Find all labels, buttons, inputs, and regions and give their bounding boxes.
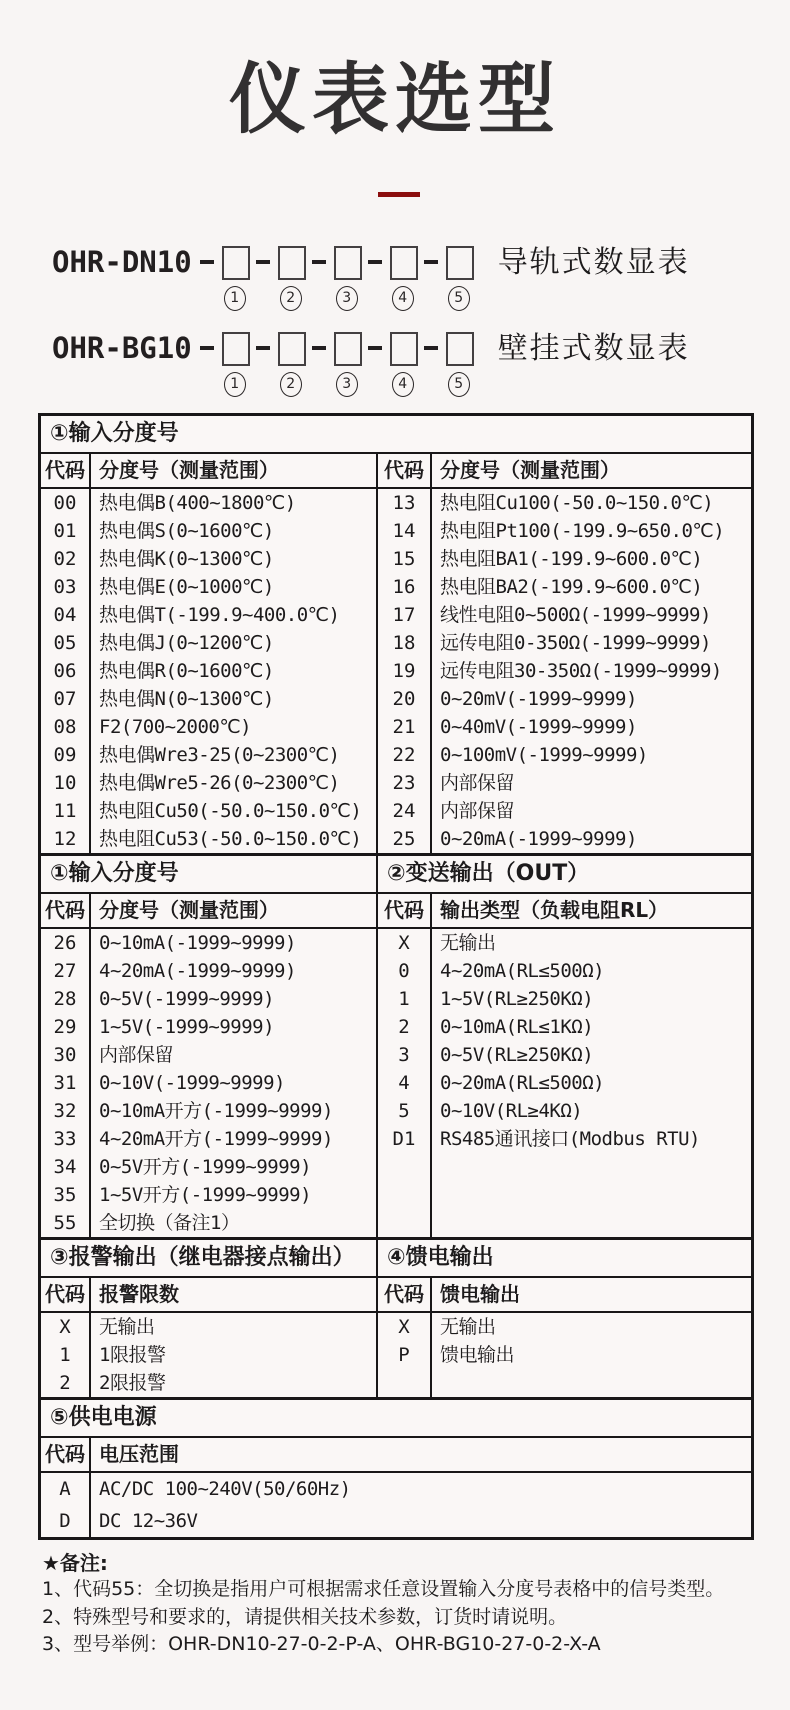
description-cell: 0~40mV(-1999~9999): [440, 716, 637, 738]
circled-number: 1: [224, 286, 246, 311]
code-cell: 19: [378, 657, 432, 685]
table-row: [378, 1097, 751, 1125]
description-cell: 1~5V(-1999~9999): [99, 1016, 275, 1038]
description-cell: 热电偶T(-199.9~400.0℃): [99, 604, 340, 626]
code-cell: 20: [378, 685, 432, 713]
table-row: [41, 1069, 376, 1097]
code-cell: D: [41, 1505, 91, 1537]
code-cell: 09: [41, 741, 91, 769]
table-row: [41, 1313, 376, 1341]
column-header-row: [41, 454, 376, 489]
table-row: [41, 489, 376, 517]
description-cell: 热电阻Cu53(-50.0~150.0℃): [99, 828, 362, 850]
description-cell: 热电偶J(0~1200℃): [99, 632, 274, 654]
table-row: [41, 1153, 376, 1181]
code-cell: A: [41, 1473, 91, 1505]
dash-separator: [424, 346, 438, 350]
table-row: [41, 685, 376, 713]
description-cell: 热电阻Cu50(-50.0~150.0℃): [99, 800, 362, 822]
description-cell: 1限报警: [99, 1344, 166, 1366]
option-box: [222, 246, 250, 280]
table-row: [41, 1097, 376, 1125]
description-cell: 热电阻Cu100(-50.0~150.0℃): [440, 492, 714, 514]
code-cell: 14: [378, 517, 432, 545]
column-header-row: [41, 1278, 376, 1313]
description-cell: 馈电输出: [440, 1344, 515, 1366]
column-header: 代码: [41, 454, 91, 487]
column-header-row: [378, 454, 751, 489]
section-input-division-1: [41, 416, 751, 856]
description-cell: 0~10V(RL≥4KΩ): [440, 1100, 583, 1122]
description-cell: 热电偶Wre3-25(0~2300℃): [99, 744, 340, 766]
description-cell: RS485通讯接口(Modbus RTU): [440, 1128, 700, 1150]
model-type-label: 壁挂式数显表: [497, 331, 690, 366]
section-alarm-and-feed-output: [41, 1240, 751, 1400]
code-cell: 10: [41, 769, 91, 797]
code-cell: 5: [378, 1097, 432, 1125]
description-cell: 热电阻BA1(-199.9~600.0℃): [440, 548, 703, 570]
circled-number: 4: [392, 286, 414, 311]
column-header: 代码: [41, 1438, 91, 1471]
description-cell: 1~5V开方(-1999~9999): [99, 1184, 312, 1206]
table-row: [41, 517, 376, 545]
code-cell: 34: [41, 1153, 91, 1181]
description-cell: 2限报警: [99, 1372, 166, 1394]
table-row: [41, 1013, 376, 1041]
section-title: ③报警输出（继电器接点输出）: [41, 1240, 376, 1278]
code-cell: 22: [378, 741, 432, 769]
code-cell: 1: [41, 1341, 91, 1369]
table-row: [378, 1013, 751, 1041]
code-cell: 16: [378, 573, 432, 601]
code-cell: 25: [378, 825, 432, 853]
circled-number: 5: [448, 372, 470, 397]
table-row: [41, 1125, 376, 1153]
code-cell: 23: [378, 769, 432, 797]
description-cell: 4~20mA(-1999~9999): [99, 960, 296, 982]
description-cell: 热电阻BA2(-199.9~600.0℃): [440, 576, 703, 598]
column-header: 输出类型（负载电阻RL）: [440, 898, 669, 922]
table-row: [378, 629, 751, 657]
dash-separator: [312, 260, 326, 264]
empty-filler: [378, 1153, 751, 1237]
column-header: 代码: [378, 894, 432, 927]
table-row: [378, 545, 751, 573]
table-row: [41, 741, 376, 769]
code-cell: 05: [41, 629, 91, 657]
code-cell: X: [378, 929, 432, 957]
table-row: [378, 1313, 751, 1341]
model-diagram-dn10: [52, 246, 690, 318]
column-header: 代码: [378, 1278, 432, 1311]
code-cell: 26: [41, 929, 91, 957]
note-item: 2、特殊型号和要求的，请提供相关技术参数，订货时请说明。: [42, 1605, 568, 1628]
column-header-row: [41, 894, 376, 929]
dash-separator: [312, 346, 326, 350]
column-header: 分度号（测量范围）: [99, 458, 279, 482]
description-cell: 热电偶S(0~1600℃): [99, 520, 274, 542]
note-item: 3、型号举例：OHR-DN10-27-0-2-P-A、OHR-BG10-27-0-2-X-A: [42, 1633, 601, 1655]
table-row: [378, 929, 751, 957]
code-cell: 33: [41, 1125, 91, 1153]
table-row: [41, 573, 376, 601]
description-cell: 0~5V开方(-1999~9999): [99, 1156, 312, 1178]
code-cell: 3: [378, 1041, 432, 1069]
circled-number: 2: [280, 286, 302, 311]
model-prefix: OHR-BG10: [52, 331, 192, 365]
table-row: [41, 797, 376, 825]
table-row: [41, 1209, 376, 1237]
code-cell: 08: [41, 713, 91, 741]
description-cell: 热电偶N(0~1300℃): [99, 688, 274, 710]
note-item: 1、代码55：全切换是指用户可根据需求任意设置输入分度号表格中的信号类型。: [42, 1578, 725, 1600]
code-cell: 06: [41, 657, 91, 685]
code-cell: 04: [41, 601, 91, 629]
option-box: [222, 332, 250, 366]
option-slot: [278, 246, 304, 318]
description-cell: 无输出: [440, 1316, 496, 1338]
option-slot: [334, 332, 360, 404]
description-cell: 0~10mA开方(-1999~9999): [99, 1100, 333, 1122]
table-row: [41, 1473, 751, 1505]
model-prefix: OHR-DN10: [52, 245, 192, 279]
section-power-supply: [41, 1400, 751, 1537]
description-cell: 0~20mA(-1999~9999): [440, 828, 637, 850]
description-cell: 0~5V(RL≥250KΩ): [440, 1044, 594, 1066]
option-slot: [390, 332, 416, 404]
description-cell: 1~5V(RL≥250KΩ): [440, 988, 594, 1010]
description-cell: 内部保留: [440, 800, 515, 822]
table-row: [378, 741, 751, 769]
description-cell: 热电偶K(0~1300℃): [99, 548, 274, 570]
option-slot: [390, 246, 416, 318]
dash-separator: [368, 346, 382, 350]
section-input-division-2-and-transmit-output: [41, 856, 751, 1240]
option-slot: [278, 332, 304, 404]
column-header: 分度号（测量范围）: [99, 898, 279, 922]
section-title: ⑤供电电源: [41, 1400, 751, 1438]
code-cell: 24: [378, 797, 432, 825]
code-cell: 30: [41, 1041, 91, 1069]
code-cell: 07: [41, 685, 91, 713]
description-cell: 4~20mA开方(-1999~9999): [99, 1128, 333, 1150]
description-cell: 线性电阻0~500Ω(-1999~9999): [440, 604, 711, 626]
column-header: 分度号（测量范围）: [440, 458, 620, 482]
description-cell: 热电偶E(0~1000℃): [99, 576, 274, 598]
option-slot: [334, 246, 360, 318]
table-row: [378, 985, 751, 1013]
dash-separator: [200, 346, 214, 350]
code-cell: 32: [41, 1097, 91, 1125]
title-divider: [378, 192, 420, 197]
table-row: [378, 1341, 751, 1369]
table-row: [41, 545, 376, 573]
table-row: [41, 769, 376, 797]
dash-separator: [368, 260, 382, 264]
column-header-row: [378, 1278, 751, 1313]
table-row: [378, 685, 751, 713]
table-row: [41, 1041, 376, 1069]
code-cell: 4: [378, 1069, 432, 1097]
table-row: [378, 1069, 751, 1097]
dash-separator: [424, 260, 438, 264]
code-cell: 28: [41, 985, 91, 1013]
table-row: [378, 825, 751, 853]
table-row: [378, 489, 751, 517]
description-cell: 内部保留: [440, 772, 515, 794]
table-row: [41, 825, 376, 853]
dash-separator: [256, 346, 270, 350]
notes-title: ★备注:: [42, 1551, 108, 1575]
circled-number: 3: [336, 286, 358, 311]
table-row: [41, 929, 376, 957]
code-cell: 15: [378, 545, 432, 573]
model-type-label: 导轨式数显表: [497, 245, 690, 280]
table-row: [41, 629, 376, 657]
table-row: [41, 1505, 751, 1537]
description-cell: DC 12~36V: [99, 1510, 198, 1532]
description-cell: 0~100mV(-1999~9999): [440, 744, 648, 766]
dash-separator: [256, 260, 270, 264]
column-header: 报警限数: [99, 1282, 179, 1306]
circled-number: 3: [336, 372, 358, 397]
option-slot: [446, 246, 472, 318]
selection-table: [38, 413, 754, 1540]
column-header: 电压范围: [99, 1442, 179, 1466]
code-cell: 55: [41, 1209, 91, 1237]
circled-number: 1: [224, 372, 246, 397]
table-row: [378, 601, 751, 629]
option-box: [390, 246, 418, 280]
code-cell: 17: [378, 601, 432, 629]
option-slot: [446, 332, 472, 404]
description-cell: 0~10V(-1999~9999): [99, 1072, 285, 1094]
description-cell: 远传电阻30-350Ω(-1999~9999): [440, 660, 722, 682]
description-cell: 全切换（备注1）: [99, 1212, 240, 1234]
description-cell: F2(700~2000℃): [99, 716, 252, 738]
column-header: 馈电输出: [440, 1282, 520, 1306]
table-row: [378, 657, 751, 685]
code-cell: 00: [41, 489, 91, 517]
description-cell: 0~5V(-1999~9999): [99, 988, 275, 1010]
column-header-row: [378, 894, 751, 929]
option-box: [446, 246, 474, 280]
page-title: 仪表选型: [229, 56, 561, 145]
circled-number: 2: [280, 372, 302, 397]
option-slot: [222, 246, 248, 318]
table-row: [378, 957, 751, 985]
dash-separator: [200, 260, 214, 264]
column-header: 代码: [41, 894, 91, 927]
description-cell: 热电偶B(400~1800℃): [99, 492, 296, 514]
description-cell: 内部保留: [99, 1044, 174, 1066]
column-header: 代码: [41, 1278, 91, 1311]
column-header: 代码: [378, 454, 432, 487]
description-cell: 0~20mA(RL≤500Ω): [440, 1072, 605, 1094]
table-row: [378, 1125, 751, 1153]
code-cell: 31: [41, 1069, 91, 1097]
option-box: [334, 332, 362, 366]
code-cell: P: [378, 1341, 432, 1369]
table-row: [41, 1181, 376, 1209]
description-cell: 热电偶Wre5-26(0~2300℃): [99, 772, 340, 794]
description-cell: 4~20mA(RL≤500Ω): [440, 960, 605, 982]
description-cell: 无输出: [440, 932, 496, 954]
code-cell: 1: [378, 985, 432, 1013]
section-title: ①输入分度号: [41, 416, 751, 454]
description-cell: 0~20mV(-1999~9999): [440, 688, 637, 710]
code-cell: 12: [41, 825, 91, 853]
code-cell: D1: [378, 1125, 432, 1153]
code-cell: 02: [41, 545, 91, 573]
code-cell: 2: [378, 1013, 432, 1041]
empty-filler: [378, 1369, 751, 1397]
description-cell: 远传电阻0-350Ω(-1999~9999): [440, 632, 711, 654]
table-row: [41, 713, 376, 741]
code-cell: X: [41, 1313, 91, 1341]
column-header-row: [41, 1438, 751, 1473]
description-cell: 热电偶R(0~1600℃): [99, 660, 274, 682]
table-row: [41, 1341, 376, 1369]
model-diagram-bg10: [52, 332, 690, 404]
option-box: [278, 332, 306, 366]
code-cell: 11: [41, 797, 91, 825]
code-cell: 18: [378, 629, 432, 657]
table-row: [41, 601, 376, 629]
option-box: [278, 246, 306, 280]
option-box: [390, 332, 418, 366]
description-cell: 无输出: [99, 1316, 155, 1338]
table-row: [378, 573, 751, 601]
section-title: ②变送输出（OUT）: [378, 856, 751, 894]
code-cell: 21: [378, 713, 432, 741]
option-slot: [222, 332, 248, 404]
code-cell: X: [378, 1313, 432, 1341]
table-row: [378, 769, 751, 797]
circled-number: 4: [392, 372, 414, 397]
code-cell: 03: [41, 573, 91, 601]
code-cell: 29: [41, 1013, 91, 1041]
code-cell: 27: [41, 957, 91, 985]
table-row: [41, 957, 376, 985]
option-box: [334, 246, 362, 280]
table-row: [378, 797, 751, 825]
code-cell: 0: [378, 957, 432, 985]
code-cell: 13: [378, 489, 432, 517]
option-box: [446, 332, 474, 366]
description-cell: 热电阻Pt100(-199.9~650.0℃): [440, 520, 725, 542]
table-row: [378, 713, 751, 741]
description-cell: 0~10mA(RL≤1KΩ): [440, 1016, 594, 1038]
table-row: [378, 1041, 751, 1069]
table-row: [41, 657, 376, 685]
section-title: ①输入分度号: [41, 856, 376, 894]
code-cell: 2: [41, 1369, 91, 1397]
table-row: [41, 1369, 376, 1397]
code-cell: 01: [41, 517, 91, 545]
section-title: ④馈电输出: [378, 1240, 751, 1278]
description-cell: AC/DC 100~240V(50/60Hz): [99, 1478, 351, 1500]
notes: [42, 1550, 766, 1659]
circled-number: 5: [448, 286, 470, 311]
table-row: [41, 985, 376, 1013]
description-cell: 0~10mA(-1999~9999): [99, 932, 296, 954]
code-cell: 35: [41, 1181, 91, 1209]
table-row: [378, 517, 751, 545]
